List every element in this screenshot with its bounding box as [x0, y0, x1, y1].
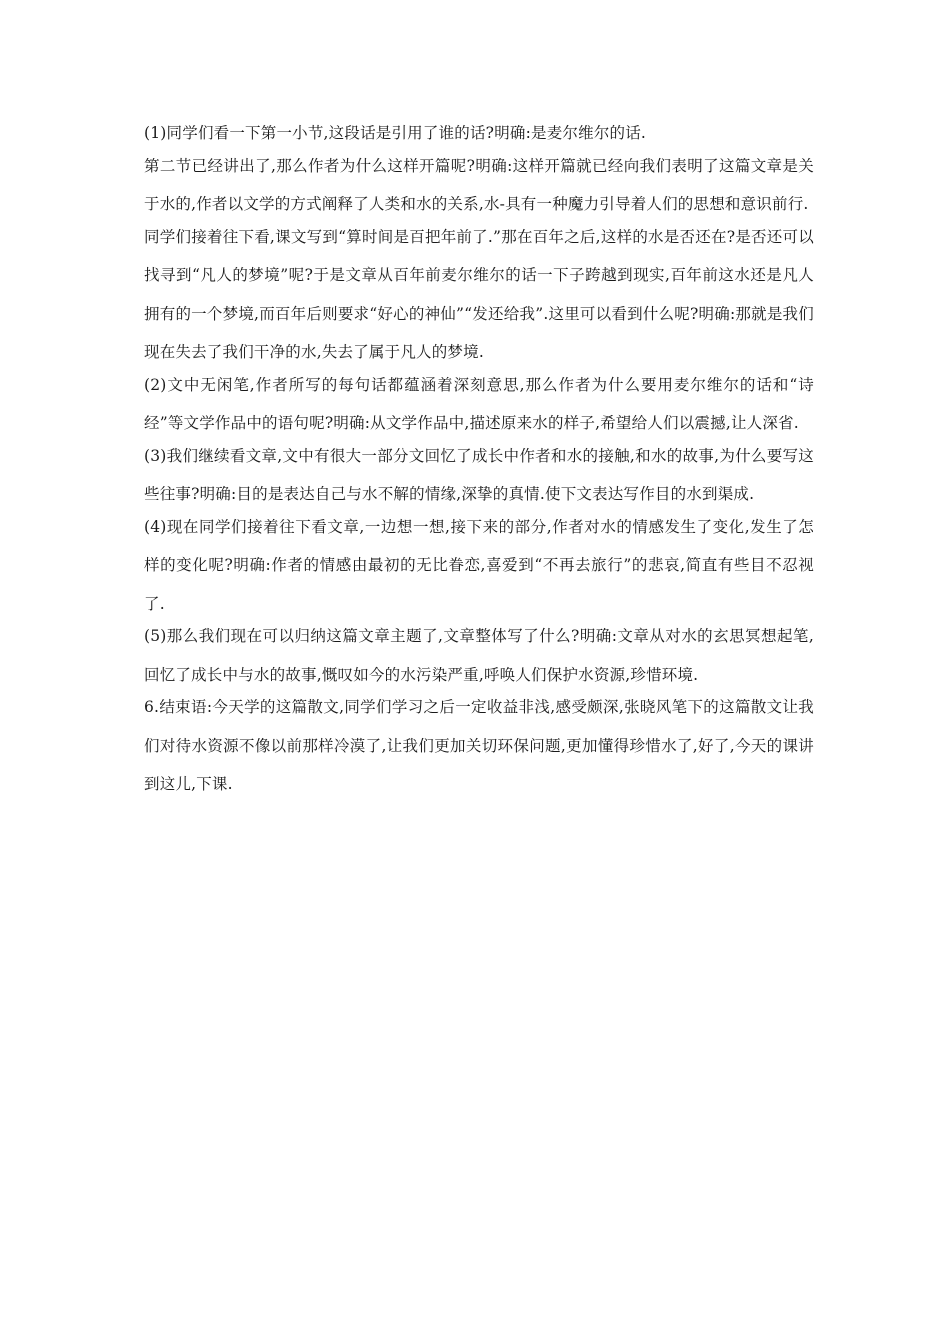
paragraph-7: (5)那么我们现在可以归纳这篇文章主题了,文章整体写了什么?明确:文章从对水的玄思冥想起笔,回忆了成长中与水的故事,慨叹如今的水污染严重,呼唤人们保护水资源,珍惜环境.	[144, 627, 814, 684]
paragraph-5: (3)我们继续看文章,文中有很大一部分文回忆了成长中作者和水的接触,和水的故事,为什么要写这些往事?明确:目的是表达自己与水不解的情缘,深挚的真情.使下文表达写作目的水到渠成.	[144, 446, 814, 503]
paragraph-6: (4)现在同学们接着往下看文章,一边想一想,接下来的部分,作者对水的情感发生了变化,发生了怎样的变化呢?明确:作者的情感由最初的无比眷恋,喜爱到“不再去旅行”的悲哀,简直有些目不忍视了.	[144, 517, 814, 613]
paragraph-8: 6.结束语:今天学的这篇散文,同学们学习之后一定收益非浅,感受颇深,张晓风笔下的这篇散文让我们对待水资源不像以前那样冷漠了,让我们更加关切环保问题,更加懂得珍惜水了,好了,今天的课讲到这儿,下课.	[144, 698, 814, 793]
document-body	[144, 114, 814, 804]
paragraph-1: (1)同学们看一下第一小节,这段话是引用了谁的话?明确:是麦尔维尔的话.	[144, 124, 647, 142]
paragraph-2: 第二节已经讲出了,那么作者为什么这样开篇呢?明确:这样开篇就已经向我们表明了这篇文章是关于水的,作者以文学的方式阐释了人类和水的关系,水-具有一种魔力引导着人们的思想和意识前行.	[144, 156, 814, 213]
paragraph-3: 同学们接着往下看,课文写到“算时间是百把年前了.”那在百年之后,这样的水是否还在?是否还可以找寻到“凡人的梦境”呢?于是文章从百年前麦尔维尔的话一下子跨越到现实,百年前这水还是凡人拥有的一个梦境,而百年后则要求“好心的神仙”“发还给我”.这里可以看到什么呢?明确:那就是我们现在失去了我们干净的水,失去了属于凡人的梦境.	[144, 227, 814, 361]
paragraph-4: (2)文中无闲笔,作者所写的每句话都蕴涵着深刻意思,那么作者为什么要用麦尔维尔的话和“诗经”等文学作品中的语句呢?明确:从文学作品中,描述原来水的样子,希望给人们以震撼,让人深省.	[144, 375, 814, 432]
